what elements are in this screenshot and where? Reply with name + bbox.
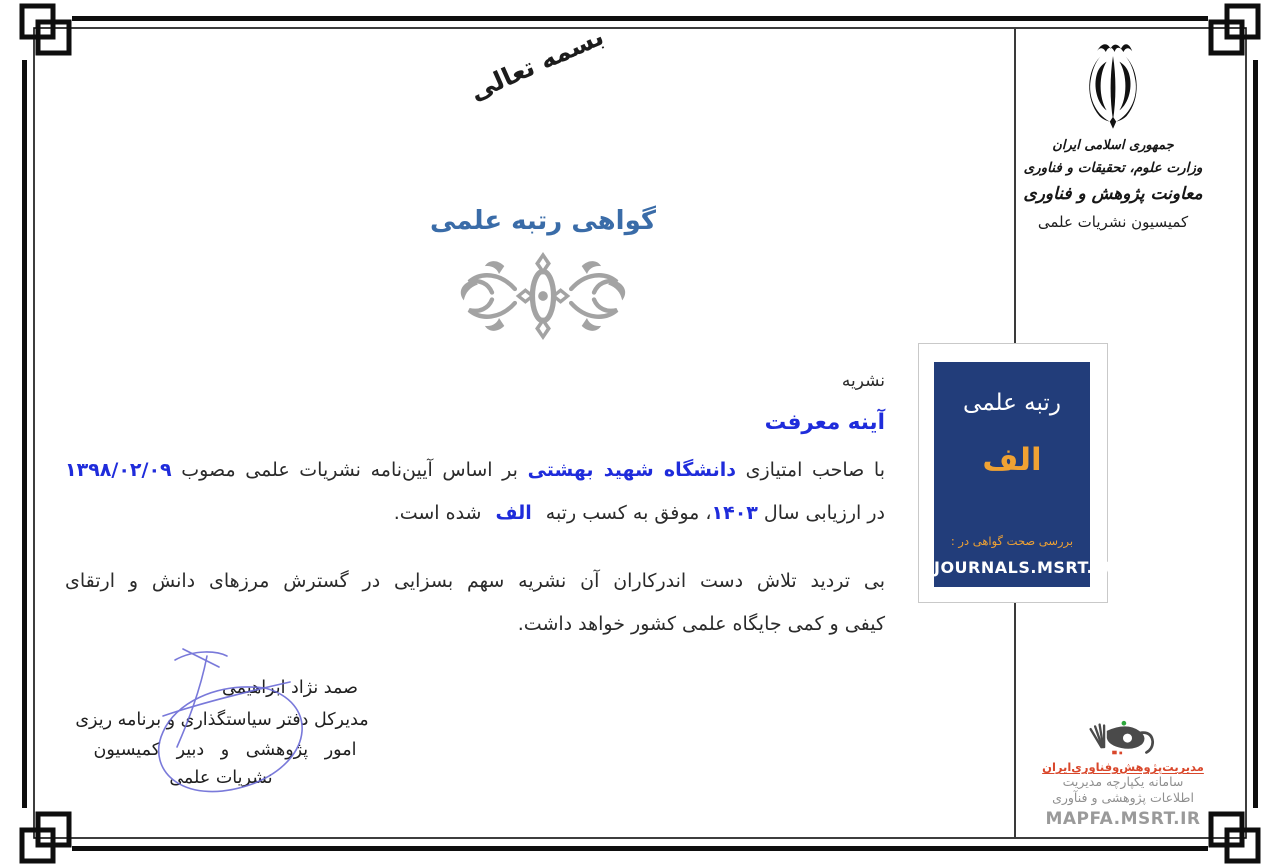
decorative-ornament-icon: [455, 248, 631, 344]
rank-value: الف: [982, 442, 1042, 478]
ornament-wrap: [143, 248, 943, 348]
verify-url: JOURNALS.MSRT.IR: [934, 558, 1113, 577]
p1-text-2: بر اساس آیین‌نامه نشریات علمی مصوب: [171, 459, 528, 481]
paragraph1-line1: [65, 455, 885, 485]
evaluation-year: ۱۴۰۳: [711, 502, 758, 524]
paragraph2-line1: بی تردید تلاش دست اندرکاران آن نشریه سهم بسزایی در گسترش مرزهای دانش و ارتقای: [65, 570, 885, 592]
publisher-name: دانشگاه شهید بهشتی: [527, 459, 737, 481]
mapfa-line1: سامانه یکپارچه مدیریت: [1062, 774, 1184, 789]
signatory-role-line1: مدیرکل دفتر سیاستگذاری و برنامه ریزی: [75, 710, 369, 730]
mapfa-tagline: مدیریت‌پژوهش‌وفناوری‌ایران: [1042, 760, 1204, 774]
p1-text-1: با صاحب امتیازی: [736, 459, 885, 481]
rank-heading: رتبه علمی: [963, 390, 1061, 416]
rank-card: [918, 343, 1113, 603]
ministry-commission-line: کمیسیون نشریات علمی: [1037, 213, 1189, 231]
certificate-title: گواهی رتبه علمی: [430, 206, 656, 236]
approval-date: ۱۳۹۸/۰۲/۰۹: [65, 459, 172, 481]
paragraph1-line2: [65, 498, 885, 528]
ministry-name-line: وزارت علوم، تحقیقات و فناوری: [1023, 160, 1203, 176]
bismillah-calligraphy: بسمه تعالی: [465, 21, 608, 107]
mapfa-url: MAPFA.MSRT.IR: [1045, 809, 1201, 829]
verify-label: بررسی صحت گواهی در :: [950, 534, 1074, 548]
ministry-country-line: جمهوری اسلامی ایران: [1052, 138, 1174, 153]
ministry-header: [1020, 40, 1206, 234]
rank-box: [934, 362, 1113, 587]
ministry-deputy-line: معاونت پژوهش و فناوری: [1023, 184, 1203, 204]
journal-label: نشریه: [841, 371, 885, 391]
rank-inline: الف: [495, 502, 532, 524]
mapfa-line2: اطلاعات پژوهشی و فنآوری: [1052, 789, 1194, 805]
p1-text-5: شده است.: [393, 502, 482, 524]
iran-emblem-icon: [1073, 40, 1153, 132]
signatory-role-line2: امور پژوهشی و دبیر کمیسیون: [93, 740, 357, 760]
mapfa-logo-icon: [1087, 720, 1159, 758]
p1-text-3: در ارزیابی سال: [757, 502, 885, 524]
signatory-name: صمد نژاد ابراهیمی: [222, 678, 358, 698]
p1-text-4: ، موفق به کسب رتبه: [545, 502, 712, 524]
signatory-role-line3: نشریات علمی: [169, 768, 273, 788]
mapfa-block: [1030, 720, 1216, 830]
journal-name: آینه معرفت: [764, 410, 885, 435]
paragraph2-line2: کیفی و کمی جایگاه علمی کشور خواهد داشت.: [517, 613, 885, 635]
